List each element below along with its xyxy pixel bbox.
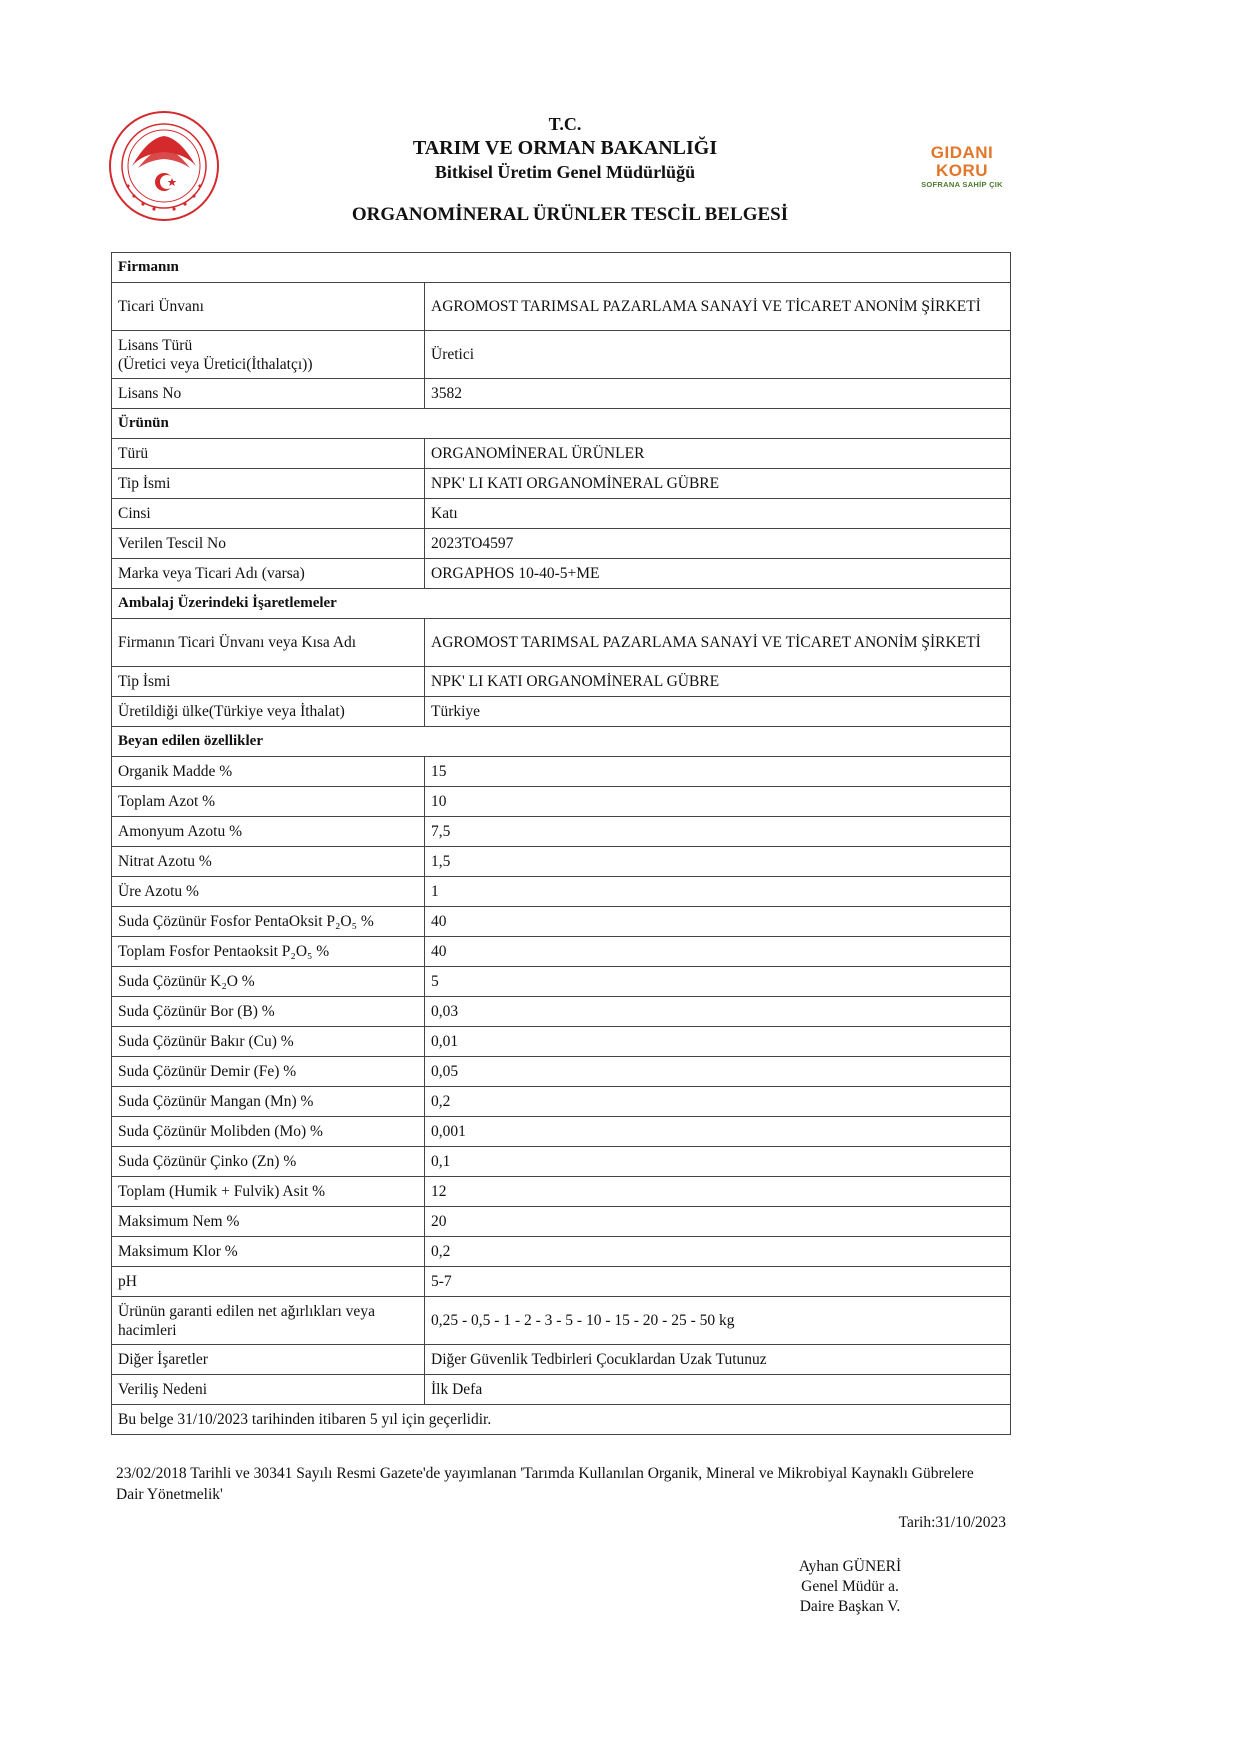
table-row bbox=[112, 379, 1011, 409]
field-value: 0,25 - 0,5 - 1 - 2 - 3 - 5 - 10 - 15 - 20 - 25 - 50 kg bbox=[425, 1297, 1011, 1345]
field-label: Marka veya Ticari Adı (varsa) bbox=[112, 559, 425, 589]
signatory-title-1: Genel Müdür a. bbox=[801, 1578, 899, 1595]
section-heading: Firmanın bbox=[112, 253, 1011, 283]
table-row bbox=[112, 1207, 1011, 1237]
field-value: 1 bbox=[425, 877, 1011, 907]
table-row bbox=[112, 1267, 1011, 1297]
field-label: Firmanın Ticari Ünvanı veya Kısa Adı bbox=[112, 619, 425, 667]
field-label: Suda Çözünür Bakır (Cu) % bbox=[112, 1027, 425, 1057]
field-value: ORGAPHOS 10-40-5+ME bbox=[425, 559, 1011, 589]
field-value: İlk Defa bbox=[425, 1375, 1011, 1405]
table-row bbox=[112, 877, 1011, 907]
field-value: 15 bbox=[425, 757, 1011, 787]
legal-reference: 23/02/2018 Tarihli ve 30341 Sayılı Resmi Gazete'de yayımlanan 'Tarımda Kullanılan Organik, Mineral ve Mikrobiyal Kaynaklı Gübrelere Dair Yönetmelik' bbox=[116, 1465, 974, 1503]
field-value: 0,05 bbox=[425, 1057, 1011, 1087]
table-row bbox=[112, 619, 1011, 667]
field-label: Nitrat Azotu % bbox=[112, 847, 425, 877]
field-label: Üretildiği ülke(Türkiye veya İthalat) bbox=[112, 697, 425, 727]
section-packaging bbox=[112, 589, 1011, 619]
field-value: Türkiye bbox=[425, 697, 1011, 727]
field-label: Cinsi bbox=[112, 499, 425, 529]
table-row bbox=[112, 1087, 1011, 1117]
issuer-directorate: Bitkisel Üretim Genel Müdürlüğü bbox=[434, 162, 696, 182]
field-label: Suda Çözünür Fosfor PentaOksit P₂O₅ % bbox=[112, 907, 425, 937]
table-row bbox=[112, 967, 1011, 997]
table-row bbox=[112, 1237, 1011, 1267]
field-label: Veriliş Nedeni bbox=[112, 1375, 425, 1405]
signatory-title-2: Daire Başkan V. bbox=[799, 1598, 901, 1615]
field-label: Ticari Ünvanı bbox=[112, 283, 425, 331]
field-label: Türü bbox=[112, 439, 425, 469]
signatory-name: Ayhan GÜNERİ bbox=[798, 1558, 902, 1575]
field-value: 40 bbox=[425, 907, 1011, 937]
field-value: 5 bbox=[425, 967, 1011, 997]
section-declared bbox=[112, 727, 1011, 757]
table-row bbox=[112, 1057, 1011, 1087]
field-label: Suda Çözünür Çinko (Zn) % bbox=[112, 1147, 425, 1177]
section-heading: Ambalaj Üzerindeki İşaretlemeler bbox=[112, 589, 1011, 619]
table-row bbox=[112, 1345, 1011, 1375]
field-label: Amonyum Azotu % bbox=[112, 817, 425, 847]
field-label: Organik Madde % bbox=[112, 757, 425, 787]
field-value: 0,01 bbox=[425, 1027, 1011, 1057]
table-row bbox=[112, 283, 1011, 331]
field-value: ORGANOMİNERAL ÜRÜNLER bbox=[425, 439, 1011, 469]
field-label: Toplam Fosfor Pentaoksit P₂O₅ % bbox=[112, 937, 425, 967]
field-value: 0,2 bbox=[425, 1237, 1011, 1267]
field-label: Toplam (Humik + Fulvik) Asit % bbox=[112, 1177, 425, 1207]
signature-block bbox=[760, 1557, 940, 1617]
table-row bbox=[112, 1027, 1011, 1057]
issuer-ministry: TARIM VE ORMAN BAKANLIĞI bbox=[412, 137, 718, 159]
section-heading: Ürünün bbox=[112, 409, 1011, 439]
field-label: pH bbox=[112, 1267, 425, 1297]
validity-row bbox=[112, 1405, 1011, 1435]
table-row bbox=[112, 1117, 1011, 1147]
table-row bbox=[112, 667, 1011, 697]
field-label: Suda Çözünür Demir (Fe) % bbox=[112, 1057, 425, 1087]
document-title: ORGANOMİNERAL ÜRÜNLER TESCİL BELGESİ bbox=[351, 204, 789, 225]
table-row bbox=[112, 697, 1011, 727]
table-row bbox=[112, 907, 1011, 937]
field-value: AGROMOST TARIMSAL PAZARLAMA SANAYİ VE TİCARET ANONİM ŞİRKETİ bbox=[425, 619, 1011, 667]
field-label: Suda Çözünür Bor (B) % bbox=[112, 997, 425, 1027]
field-value: 20 bbox=[425, 1207, 1011, 1237]
field-value: 3582 bbox=[425, 379, 1011, 409]
field-value: 0,001 bbox=[425, 1117, 1011, 1147]
table-row bbox=[112, 1375, 1011, 1405]
field-value: NPK' LI KATI ORGANOMİNERAL GÜBRE bbox=[425, 667, 1011, 697]
table-row bbox=[112, 529, 1011, 559]
logo-brand-text: GIDANI KORU bbox=[930, 143, 994, 180]
field-label: Verilen Tescil No bbox=[112, 529, 425, 559]
field-value: 10 bbox=[425, 787, 1011, 817]
field-value: Katı bbox=[425, 499, 1011, 529]
field-label: Lisans No bbox=[112, 379, 425, 409]
document-header bbox=[0, 108, 1240, 188]
field-label: Diğer İşaretler bbox=[112, 1345, 425, 1375]
section-product bbox=[112, 409, 1011, 439]
table-row bbox=[112, 559, 1011, 589]
logo-slogan-text: SOFRANA SAHİP ÇIK bbox=[921, 180, 1003, 189]
field-label: Ürünün garanti edilen net ağırlıkları veya hacimleri bbox=[112, 1297, 425, 1345]
field-value: AGROMOST TARIMSAL PAZARLAMA SANAYİ VE TİCARET ANONİM ŞİRKETİ bbox=[425, 283, 1011, 331]
table-row bbox=[112, 1177, 1011, 1207]
field-value: Üretici bbox=[425, 331, 1011, 379]
field-value: 40 bbox=[425, 937, 1011, 967]
field-label: Üre Azotu % bbox=[112, 877, 425, 907]
field-label: Suda Çözünür Molibden (Mo) % bbox=[112, 1117, 425, 1147]
table-row bbox=[112, 439, 1011, 469]
table-row bbox=[112, 817, 1011, 847]
validity-text: Bu belge 31/10/2023 tarihinden itibaren 5 yıl için geçerlidir. bbox=[112, 1405, 1011, 1435]
table-row bbox=[112, 847, 1011, 877]
field-label: Toplam Azot % bbox=[112, 787, 425, 817]
table-row bbox=[112, 331, 1011, 379]
issuer-block bbox=[400, 112, 730, 184]
field-value: 0,03 bbox=[425, 997, 1011, 1027]
table-row bbox=[112, 1147, 1011, 1177]
table-row bbox=[112, 499, 1011, 529]
field-value: Diğer Güvenlik Tedbirleri Çocuklardan Uzak Tutunuz bbox=[425, 1345, 1011, 1375]
issuer-line-1: T.C. bbox=[548, 114, 582, 134]
table-row bbox=[112, 787, 1011, 817]
field-value: 7,5 bbox=[425, 817, 1011, 847]
field-value: 0,1 bbox=[425, 1147, 1011, 1177]
field-value: NPK' LI KATI ORGANOMİNERAL GÜBRE bbox=[425, 469, 1011, 499]
issue-date: Tarih:31/10/2023 bbox=[898, 1514, 1006, 1531]
table-row bbox=[112, 937, 1011, 967]
field-label: Tip İsmi bbox=[112, 667, 425, 697]
field-label: Maksimum Klor % bbox=[112, 1237, 425, 1267]
field-label: Tip İsmi bbox=[112, 469, 425, 499]
table-row bbox=[112, 469, 1011, 499]
certificate-table bbox=[111, 252, 1011, 1435]
field-label: Maksimum Nem % bbox=[112, 1207, 425, 1237]
section-firm bbox=[112, 253, 1011, 283]
field-value: 5-7 bbox=[425, 1267, 1011, 1297]
field-value: 12 bbox=[425, 1177, 1011, 1207]
field-label: Suda Çözünür Mangan (Mn) % bbox=[112, 1087, 425, 1117]
gidani-koru-logo bbox=[906, 143, 1018, 189]
field-value: 1,5 bbox=[425, 847, 1011, 877]
field-value: 2023TO4597 bbox=[425, 529, 1011, 559]
field-label: Lisans Türü (Üretici veya Üretici(İthalatçı)) bbox=[112, 331, 425, 379]
table-row bbox=[112, 997, 1011, 1027]
table-row bbox=[112, 757, 1011, 787]
field-label: Suda Çözünür K₂O % bbox=[112, 967, 425, 997]
table-row bbox=[112, 1297, 1011, 1345]
section-heading: Beyan edilen özellikler bbox=[112, 727, 1011, 757]
field-value: 0,2 bbox=[425, 1087, 1011, 1117]
